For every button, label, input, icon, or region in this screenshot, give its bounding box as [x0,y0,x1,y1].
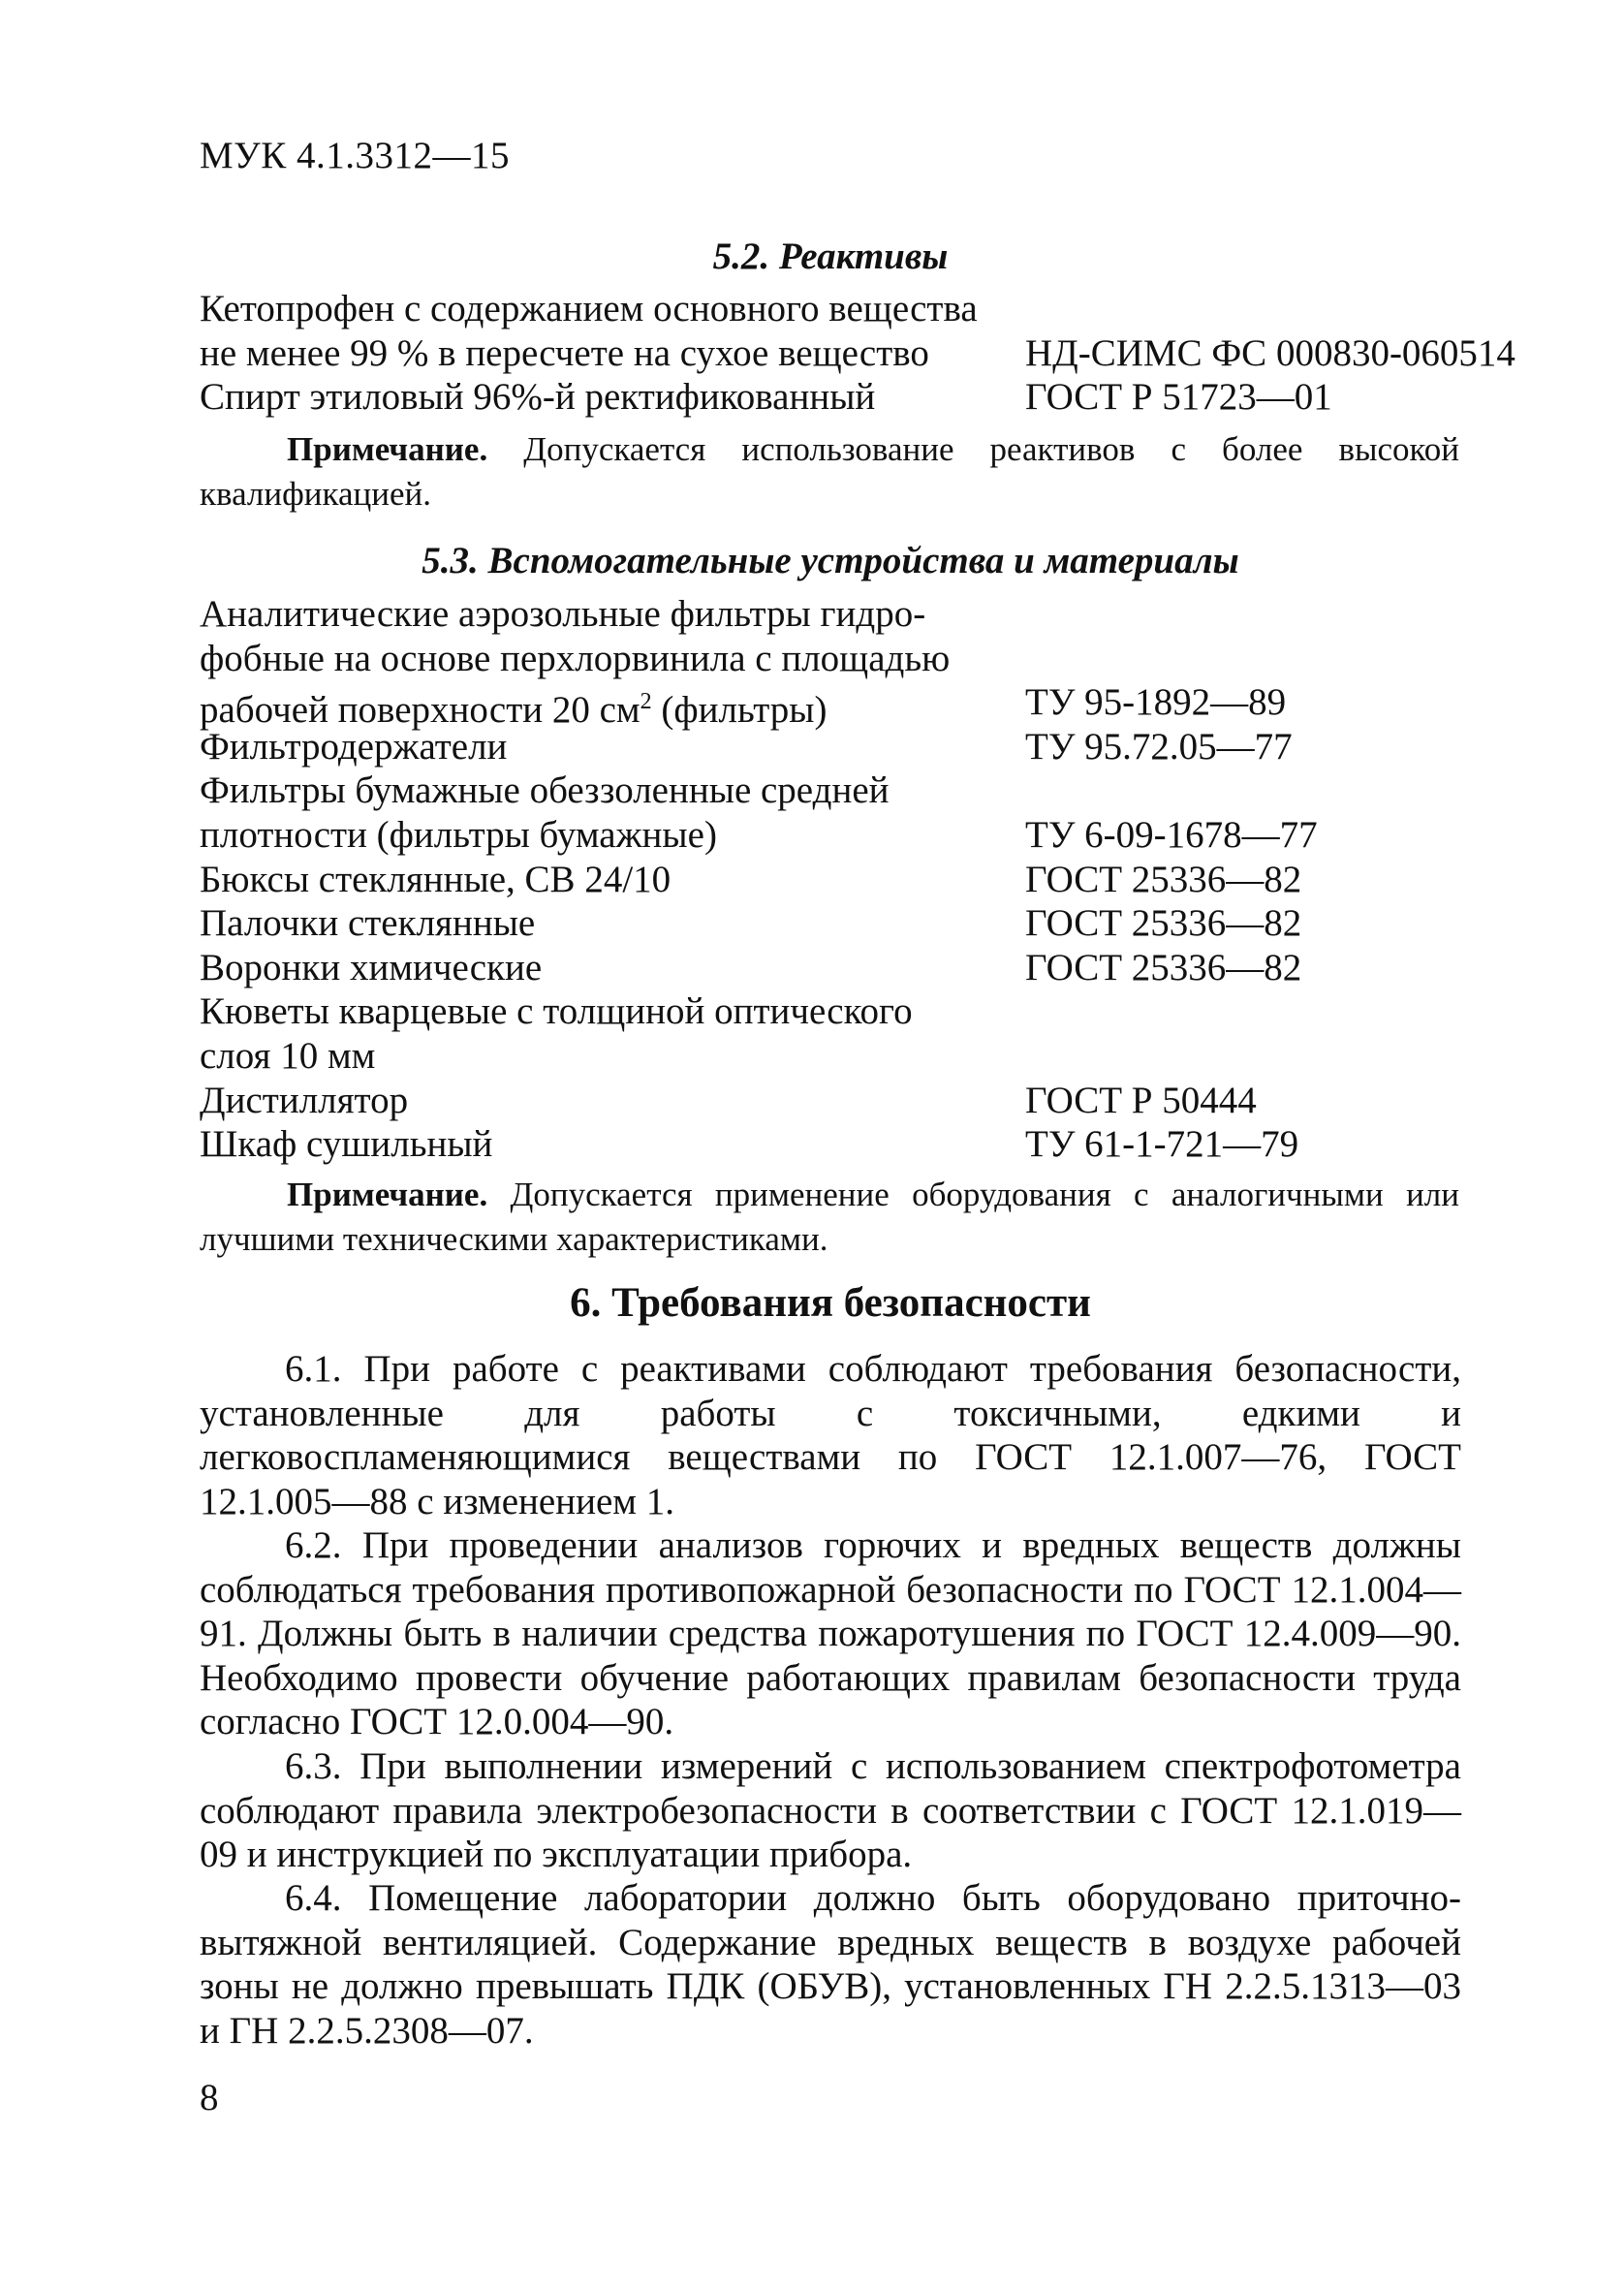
reagent-name: Спирт этиловый 96%-й ректификованный [200,376,876,419]
reagent-row [200,287,1479,331]
material-standard: ГОСТ 25336—82 [1025,946,1302,988]
material-name: Фильтры бумажные обеззоленные средней [200,769,890,812]
section-5-2-title: 5.2. Реактивы [712,235,949,277]
material-standard: ТУ 6-09-1678—77 [1025,813,1318,856]
material-name: Кюветы кварцевые с толщиной оптического [200,990,913,1033]
note-label: Примечание. [287,1176,488,1213]
running-header: МУК 4.1.3312—15 [200,135,511,176]
page-number: 8 [200,2077,219,2118]
material-standard: ГОСТ Р 50444 [1025,1079,1257,1121]
material-row [200,1122,1479,1167]
material-name: плотности (фильтры бумажные) [200,813,717,856]
materials-note [200,1173,1459,1262]
material-standard: ТУ 61-1-721—79 [1025,1123,1299,1166]
reagent-row [200,331,1515,376]
paragraph-6-4: 6.4. Помещение лаборатории должно быть оборудовано приточно-вытяжной вентиляцией. Содержание вредных веществ в воздухе рабочей зоны не должно превышать ПДК (ОБУВ), установленных ГН 2.2.5.1313—03 и ГН 2.2.5.2308—07. [200,1877,1461,2052]
material-standard: ТУ 95-1892—89 [1025,681,1287,724]
reagent-name: не менее 99 % в пересчете на сухое вещество [200,331,929,374]
material-standard: ГОСТ 25336—82 [1025,858,1302,900]
paragraph-6-1: 6.1. При работе с реактивами соблюдают требования безопасности, установленные для работы с токсичными, едкими и легковоспламеняющимися веществами по ГОСТ 12.1.007—76, ГОСТ 12.1.005—88 с изменением 1. [200,1348,1461,1522]
material-name: Бюксы стеклянные, СВ 24/10 [200,858,671,900]
reagent-row [200,375,1479,420]
note-label: Примечание. [287,430,488,468]
material-name: слоя 10 мм [200,1034,376,1077]
note-text: Допускается использование реактивов с более высокой квалификацией. [200,430,1459,513]
material-name: Фильтродержатели [200,725,508,768]
material-name: Шкаф сушильный [200,1123,493,1166]
material-standard: ГОСТ 25336—82 [1025,902,1302,945]
paragraph-6-2: 6.2. При проведении анализов горючих и вредных веществ должны соблюдаться требования противопожарной безопасности по ГОСТ 12.1.004—91. Должны быть в наличии средства пожаротушения по ГОСТ 12.4.009—90. Необходимо провести обучение работающих правилам безопасности труда согласно ГОСТ 12.0.004—90. [200,1524,1461,1742]
material-name: Палочки стеклянные [200,902,536,945]
reagent-standard: ГОСТ Р 51723—01 [1025,376,1332,419]
material-row [200,901,1479,946]
material-row [200,725,1479,769]
reagents-note [200,427,1459,517]
material-row [200,858,1479,902]
material-row [200,1034,1479,1079]
material-row [200,813,1479,858]
note-text: Допускается применение оборудования с аналогичными или лучшими техническими характеристиками. [200,1176,1459,1258]
material-standard: ТУ 95.72.05—77 [1025,725,1293,768]
material-row [200,1079,1479,1123]
material-row [200,769,1479,813]
material-name-main: рабочей поверхности 20 см [200,689,640,732]
materials-list [200,592,1479,1167]
reagent-standard: НД-СИМС ФС 000830-060514 [1025,331,1515,374]
paragraph-6-3: 6.3. При выполнении измерений с использованием спектрофотометра соблюдают правила электробезопасности в соответствии с ГОСТ 12.1.019—09 и инструкцией по эксплуатации прибора. [200,1745,1461,1875]
superscript: 2 [640,689,652,715]
reagents-list [200,287,1515,420]
material-name: фобные на основе перхлорвинила с площадью [200,637,951,679]
material-row [200,946,1479,990]
reagent-name: Кетопрофен с содержанием основного вещества [200,288,978,329]
material-name: Воронки химические [200,946,543,988]
material-row [200,680,1479,732]
material-row [200,592,1479,637]
material-name: Аналитические аэрозольные фильтры гидро- [200,593,926,635]
material-name: Дистиллятор [200,1079,409,1121]
section-5-3-title: 5.3. Вспомогательные устройства и материалы [422,540,1239,581]
material-row [200,989,1479,1034]
material-name-tail: (фильтры) [651,689,828,732]
material-row [200,637,1479,681]
section-6-title: 6. Требования безопасности [570,1280,1091,1326]
